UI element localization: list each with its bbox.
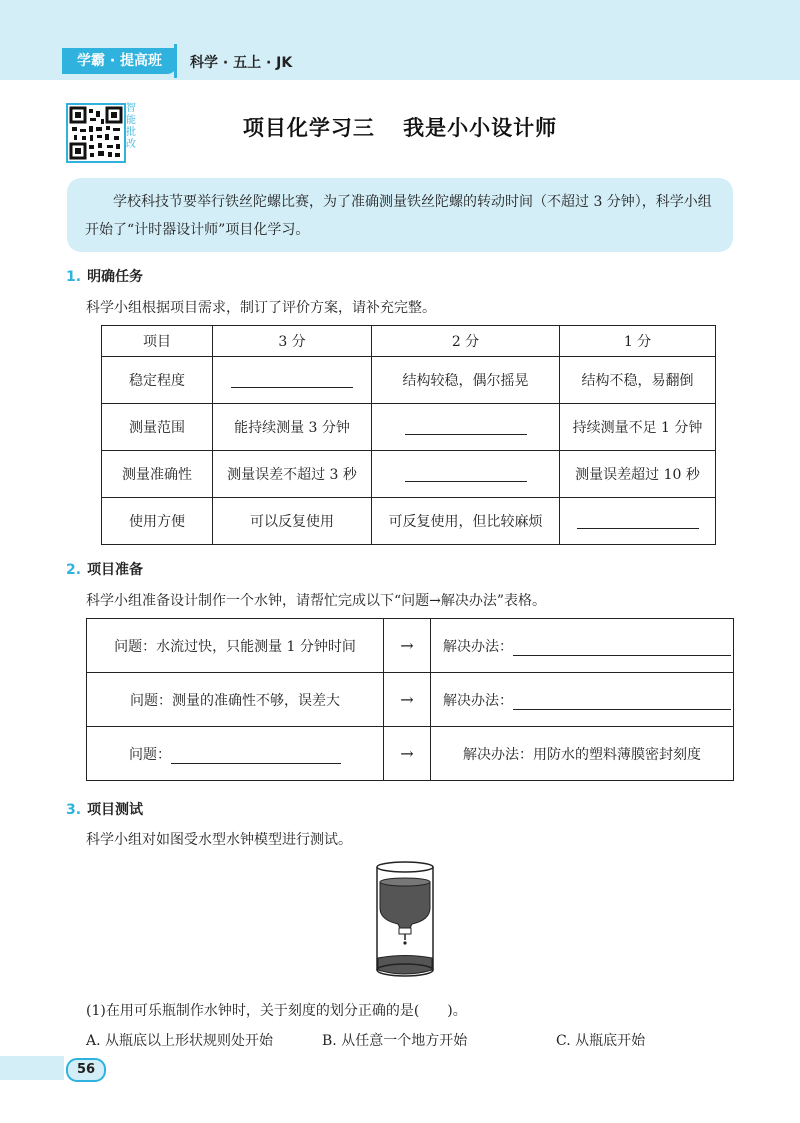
course-label: 科学 · 五上 · JK [190,55,293,71]
problem-cell[interactable] [87,727,384,781]
table-row [87,619,734,673]
section-1-number: 1. [66,269,82,285]
row-label: 使用方便 [102,498,213,545]
brand-divider [174,44,177,78]
blank-line [405,416,527,435]
blank-line [405,463,527,482]
section-3-description: 科学小组对如图受水型水钟模型进行测试。 [86,832,352,848]
table-cell: 测量误差不超过 3 秒 [213,451,372,498]
header-cell: 1 分 [560,326,716,357]
solution-label: 解决办法： [443,692,513,709]
series-brand: 学霸 · 提高班 [62,48,177,74]
section-2-title: 项目准备 [87,562,144,578]
option-a[interactable]: A. 从瓶底以上形状规则处开始 [86,1033,274,1049]
row-label: 稳定程度 [102,357,213,404]
table-cell: 结构较稳，偶尔摇晃 [372,357,560,404]
header-cell: 项目 [102,326,213,357]
title-part-2: 我是小小设计师 [403,116,558,140]
evaluation-table [101,325,716,545]
blank-line [577,510,699,529]
table-row [102,357,716,404]
section-1-description: 科学小组根据项目需求，制订了评价方案，请补充完整。 [86,300,436,316]
problem-label: 问题： [129,746,171,763]
title-part-1: 项目化学习三 [242,116,375,140]
water-clock-illustration [370,858,440,986]
page-number: 56 [66,1058,106,1082]
section-3-number: 3. [66,802,82,818]
table-cell: 可以反复使用 [213,498,372,545]
table-row [102,404,716,451]
table-row [87,673,734,727]
option-b[interactable]: B. 从任意一个地方开始 [322,1033,468,1049]
row-label: 测量准确性 [102,451,213,498]
section-2-description: 科学小组准备设计制作一个水钟，请帮忙完成以下“问题→解决办法”表格。 [86,593,547,609]
problem-cell: 问题：水流过快，只能测量 1 分钟时间 [87,619,384,673]
question-1: (1)在用可乐瓶制作水钟时，关于刻度的划分正确的是( )。 [86,1003,467,1019]
section-3-heading [66,799,143,819]
section-3-title: 项目测试 [87,802,144,818]
solution-cell[interactable] [431,619,734,673]
answer-blank[interactable] [372,451,560,498]
footer-band [0,1056,64,1080]
problem-solution-table [86,618,734,781]
table-cell: 可反复使用，但比较麻烦 [372,498,560,545]
intro-box: 学校科技节要举行铁丝陀螺比赛，为了准确测量铁丝陀螺的转动时间（不超过 3 分钟），科学小组开始了“计时器设计师”项目化学习。 [67,178,733,252]
header-cell: 2 分 [372,326,560,357]
table-header-row [102,326,716,357]
problem-cell: 问题：测量的准确性不够，误差大 [87,673,384,727]
table-cell: 能持续测量 3 分钟 [213,404,372,451]
arrow-right-icon: → [384,727,431,781]
table-cell: 测量误差超过 10 秒 [560,451,716,498]
answer-blank[interactable] [560,498,716,545]
table-row [87,727,734,781]
solution-label: 解决办法： [443,638,513,655]
row-label: 测量范围 [102,404,213,451]
table-cell: 结构不稳，易翻倒 [560,357,716,404]
table-row [102,451,716,498]
arrow-right-icon: → [384,619,431,673]
solution-cell: 解决办法：用防水的塑料薄膜密封刻度 [431,727,734,781]
section-2-number: 2. [66,562,82,578]
blank-line [513,691,731,710]
answer-blank[interactable] [213,357,372,404]
option-c[interactable]: C. 从瓶底开始 [556,1033,646,1049]
page-title [0,112,800,142]
header-cell: 3 分 [213,326,372,357]
blank-line [513,637,731,656]
section-1-heading [66,266,143,286]
section-2-heading [66,559,143,579]
table-cell: 持续测量不足 1 分钟 [560,404,716,451]
blank-line [231,369,353,388]
answer-blank[interactable] [372,404,560,451]
solution-cell[interactable] [431,673,734,727]
qr-side-label: 智能批改 [126,103,136,150]
blank-line [171,745,341,764]
section-1-title: 明确任务 [87,269,144,285]
arrow-right-icon: → [384,673,431,727]
table-row [102,498,716,545]
